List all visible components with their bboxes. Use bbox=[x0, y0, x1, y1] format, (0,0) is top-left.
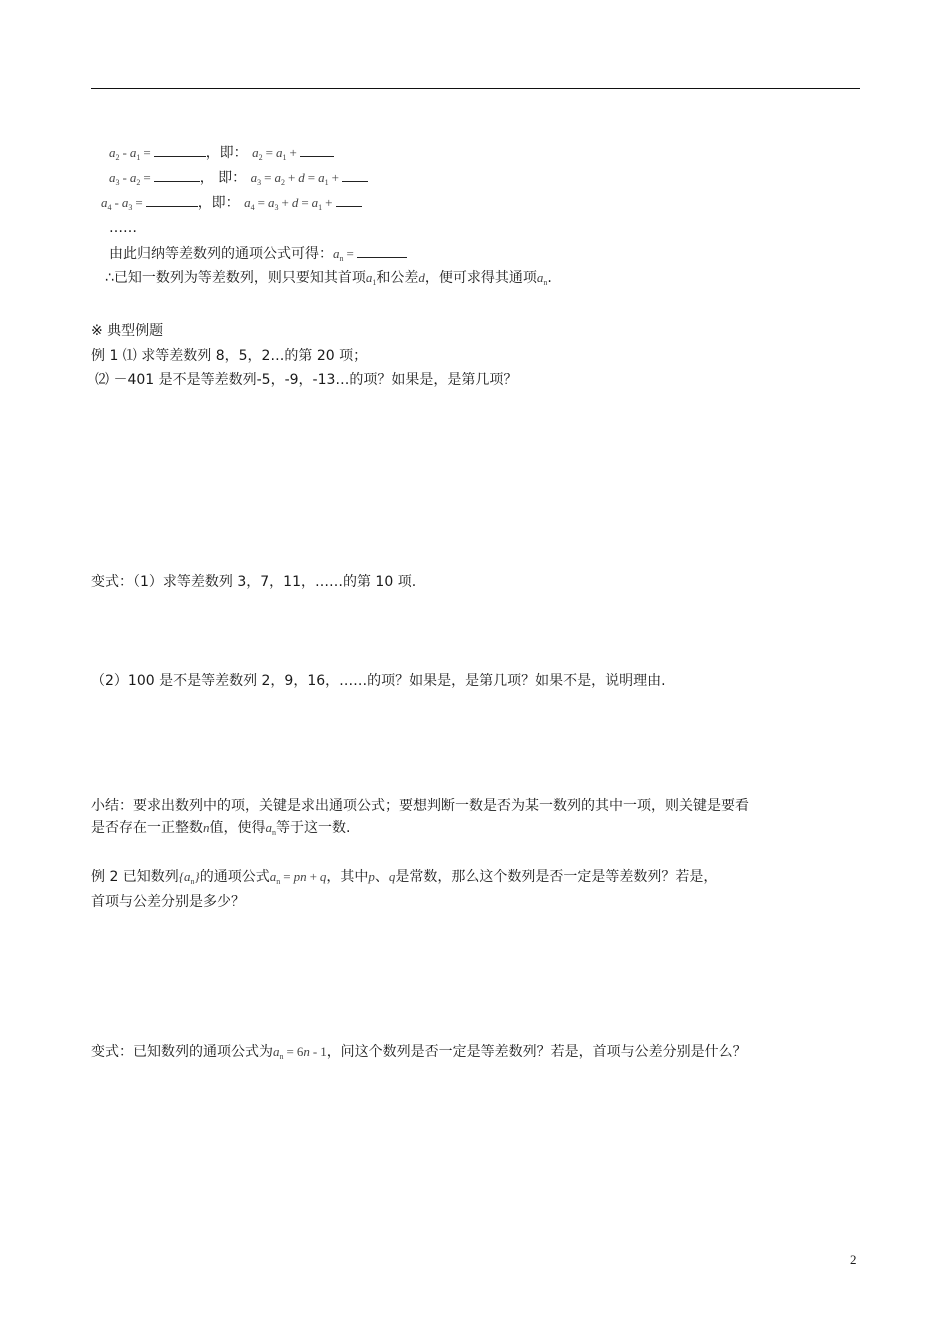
derivation-row-3: $a_4 - a_3$ = ，即： $a_4 = a_3 + d = a_1$ + bbox=[101, 193, 362, 217]
example-2-line-2: 首项与公差分别是多少？ bbox=[91, 894, 245, 910]
example-2-line-1: 例 2 已知数列$\{a_n\}$的通项公式$a_n$ = pn + q，其中p、q是常数，那么这个数列是否一定是等差数列？若是， bbox=[91, 869, 718, 886]
summary-line-1: 小结：要求出数列中的项，关键是求出通项公式；要想判断一数是否为某一数列的其中一项，则关键是要看 bbox=[91, 798, 749, 814]
header-rule bbox=[91, 88, 860, 89]
example-1-part-2: ⑵ －401 是不是等差数列-5，-9，-13…的项？如果是，是第几项？ bbox=[95, 372, 518, 388]
conclusion-line: ∴已知一数列为等差数列，则只要知其首项$a_1$和公差d，便可求得其通项$a_n$. bbox=[105, 270, 552, 287]
blank-field[interactable] bbox=[146, 193, 198, 207]
derivation-row-2: $a_3 - a_2$ = ， 即： $a_3 = a_2 + d = a_1$ + bbox=[109, 168, 368, 192]
blank-field[interactable] bbox=[357, 244, 407, 258]
general-formula-line: 由此归纳等差数列的通项公式可得：$a_n$ = bbox=[109, 244, 407, 268]
blank-field[interactable] bbox=[342, 168, 368, 182]
blank-field[interactable] bbox=[300, 143, 334, 157]
section-title: ※ 典型例题 bbox=[91, 323, 164, 339]
derivation-row-1: $a_2 - a_1$ = ，即： $a_2 = a_1$ + bbox=[109, 143, 334, 167]
page-number: 2 bbox=[850, 1252, 857, 1267]
blank-field[interactable] bbox=[154, 143, 206, 157]
math-a2-minus-a1: $a_2$ bbox=[109, 145, 120, 162]
summary-line-2: 是否存在一正整数n值，使得$a_n$等于这一数. bbox=[91, 820, 351, 837]
ellipsis: …… bbox=[109, 220, 137, 236]
example-1-part-1: 例 1 ⑴ 求等差数列 8，5，2…的第 20 项； bbox=[91, 348, 368, 364]
blank-field[interactable] bbox=[154, 168, 200, 182]
variant-2-line: 变式：已知数列的通项公式为$a_n = 6n - 1$，问这个数列是否一定是等差数列？若是，首项与公差分别是什么？ bbox=[91, 1044, 747, 1061]
blank-field[interactable] bbox=[336, 193, 362, 207]
variant-1-part-1: 变式：（1）求等差数列 3，7，11，……的第 10 项. bbox=[91, 574, 417, 590]
variant-1-part-2: （2）100 是不是等差数列 2，9，16，……的项？如果是，是第几项？如果不是，说明理由. bbox=[91, 673, 666, 689]
